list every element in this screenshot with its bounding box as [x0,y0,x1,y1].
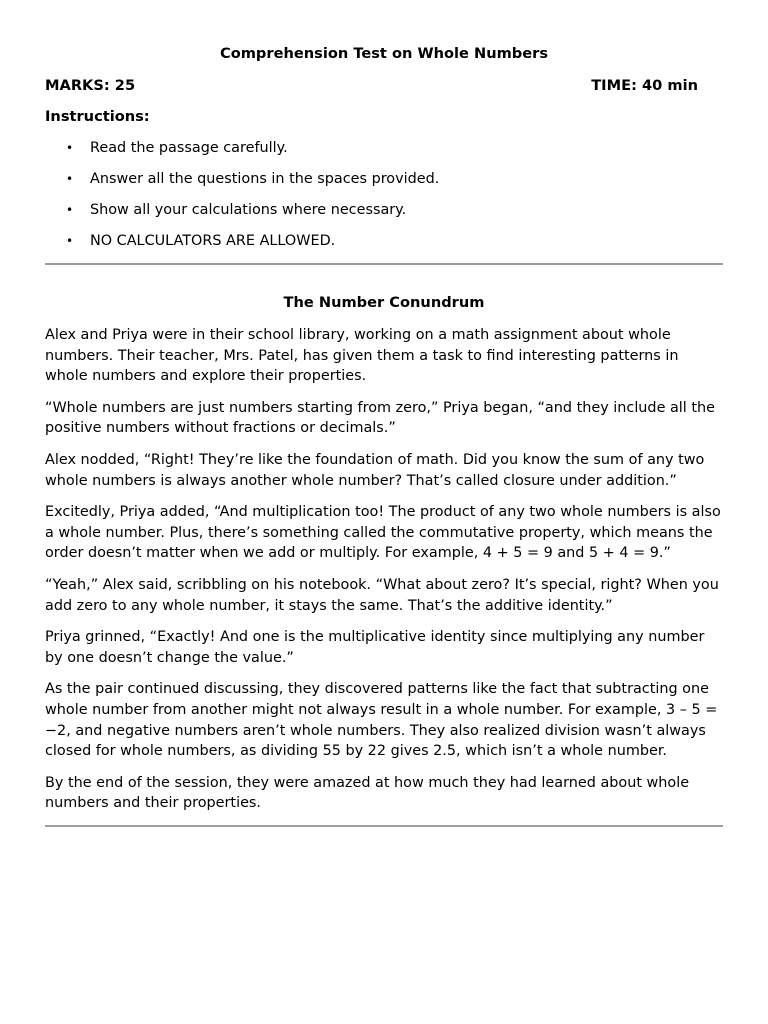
bottom-divider [45,825,723,827]
document-title: Comprehension Test on Whole Numbers [219,45,549,62]
passage-paragraph: Alex nodded, “Right! They’re like the foundation of math. Did you know the sum of any two whole numbers is always another whole number? That’s called closure under addition.” [45,451,705,489]
passage-paragraph: “Yeah,” Alex said, scribbling on his notebook. “What about zero? It’s special, right? When you add zero to any whole number, it stays the same. That’s the additive identity.” [45,576,719,614]
passage-paragraph: “Whole numbers are just numbers starting from zero,” Priya began, “and they include all the positive numbers without fractions or decimals.” [45,399,715,437]
passage-paragraph: Priya grinned, “Exactly! And one is the multiplicative identity since multiplying any number by one doesn’t change the value.” [45,629,705,666]
instruction-text: Read the passage carefully. [90,140,288,156]
instruction-item [45,200,723,220]
instructions-list [45,138,723,251]
instruction-text: Show all your calculations where necessary. [90,202,407,218]
bullet-icon: • [66,203,74,217]
bullet-icon: • [66,172,74,186]
bullet-icon: • [66,234,74,248]
passage-paragraph: By the end of the session, they were amazed at how much they had learned about whole numbers and their properties. [45,774,690,812]
instruction-text: NO CALCULATORS ARE ALLOWED. [90,233,336,249]
instruction-item [45,169,723,189]
instruction-item [45,138,723,158]
instruction-item [45,231,723,251]
passage-paragraph: As the pair continued discussing, they discovered patterns like the fact that subtracting one whole number from another might not always result in a whole number. For example, 3 – 5 = −2, and negative numbers aren’t whole numbers. They also realized division wasn’t always closed for whole numbers, as dividing 55 by 22 gives 2.5, which isn’t a whole number. [45,681,718,760]
test-document [45,44,723,827]
time-label: TIME: 40 min [591,77,698,94]
instruction-text: Answer all the questions in the spaces provided. [90,171,440,187]
instructions-heading: Instructions: [45,108,150,125]
passage-paragraph: Excitedly, Priya added, “And multiplication too! The product of any two whole numbers is also a whole number. Plus, there’s something called the commutative property, which means the order doesn’t matter when we add or multiply. For example, 4 + 5 = 9 and 5 + 4 = 9.” [45,504,721,562]
passage-title: The Number Conundrum [283,294,485,311]
marks-time-row [45,76,723,96]
bullet-icon: • [66,141,74,155]
marks-label: MARKS: 25 [45,77,136,94]
passage-paragraph: Alex and Priya were in their school library, working on a math assignment about whole numbers. Their teacher, Mrs. Patel, has given them a task to find interesting patterns in whole numbers and explore their properties. [45,327,679,385]
top-divider [45,263,723,265]
